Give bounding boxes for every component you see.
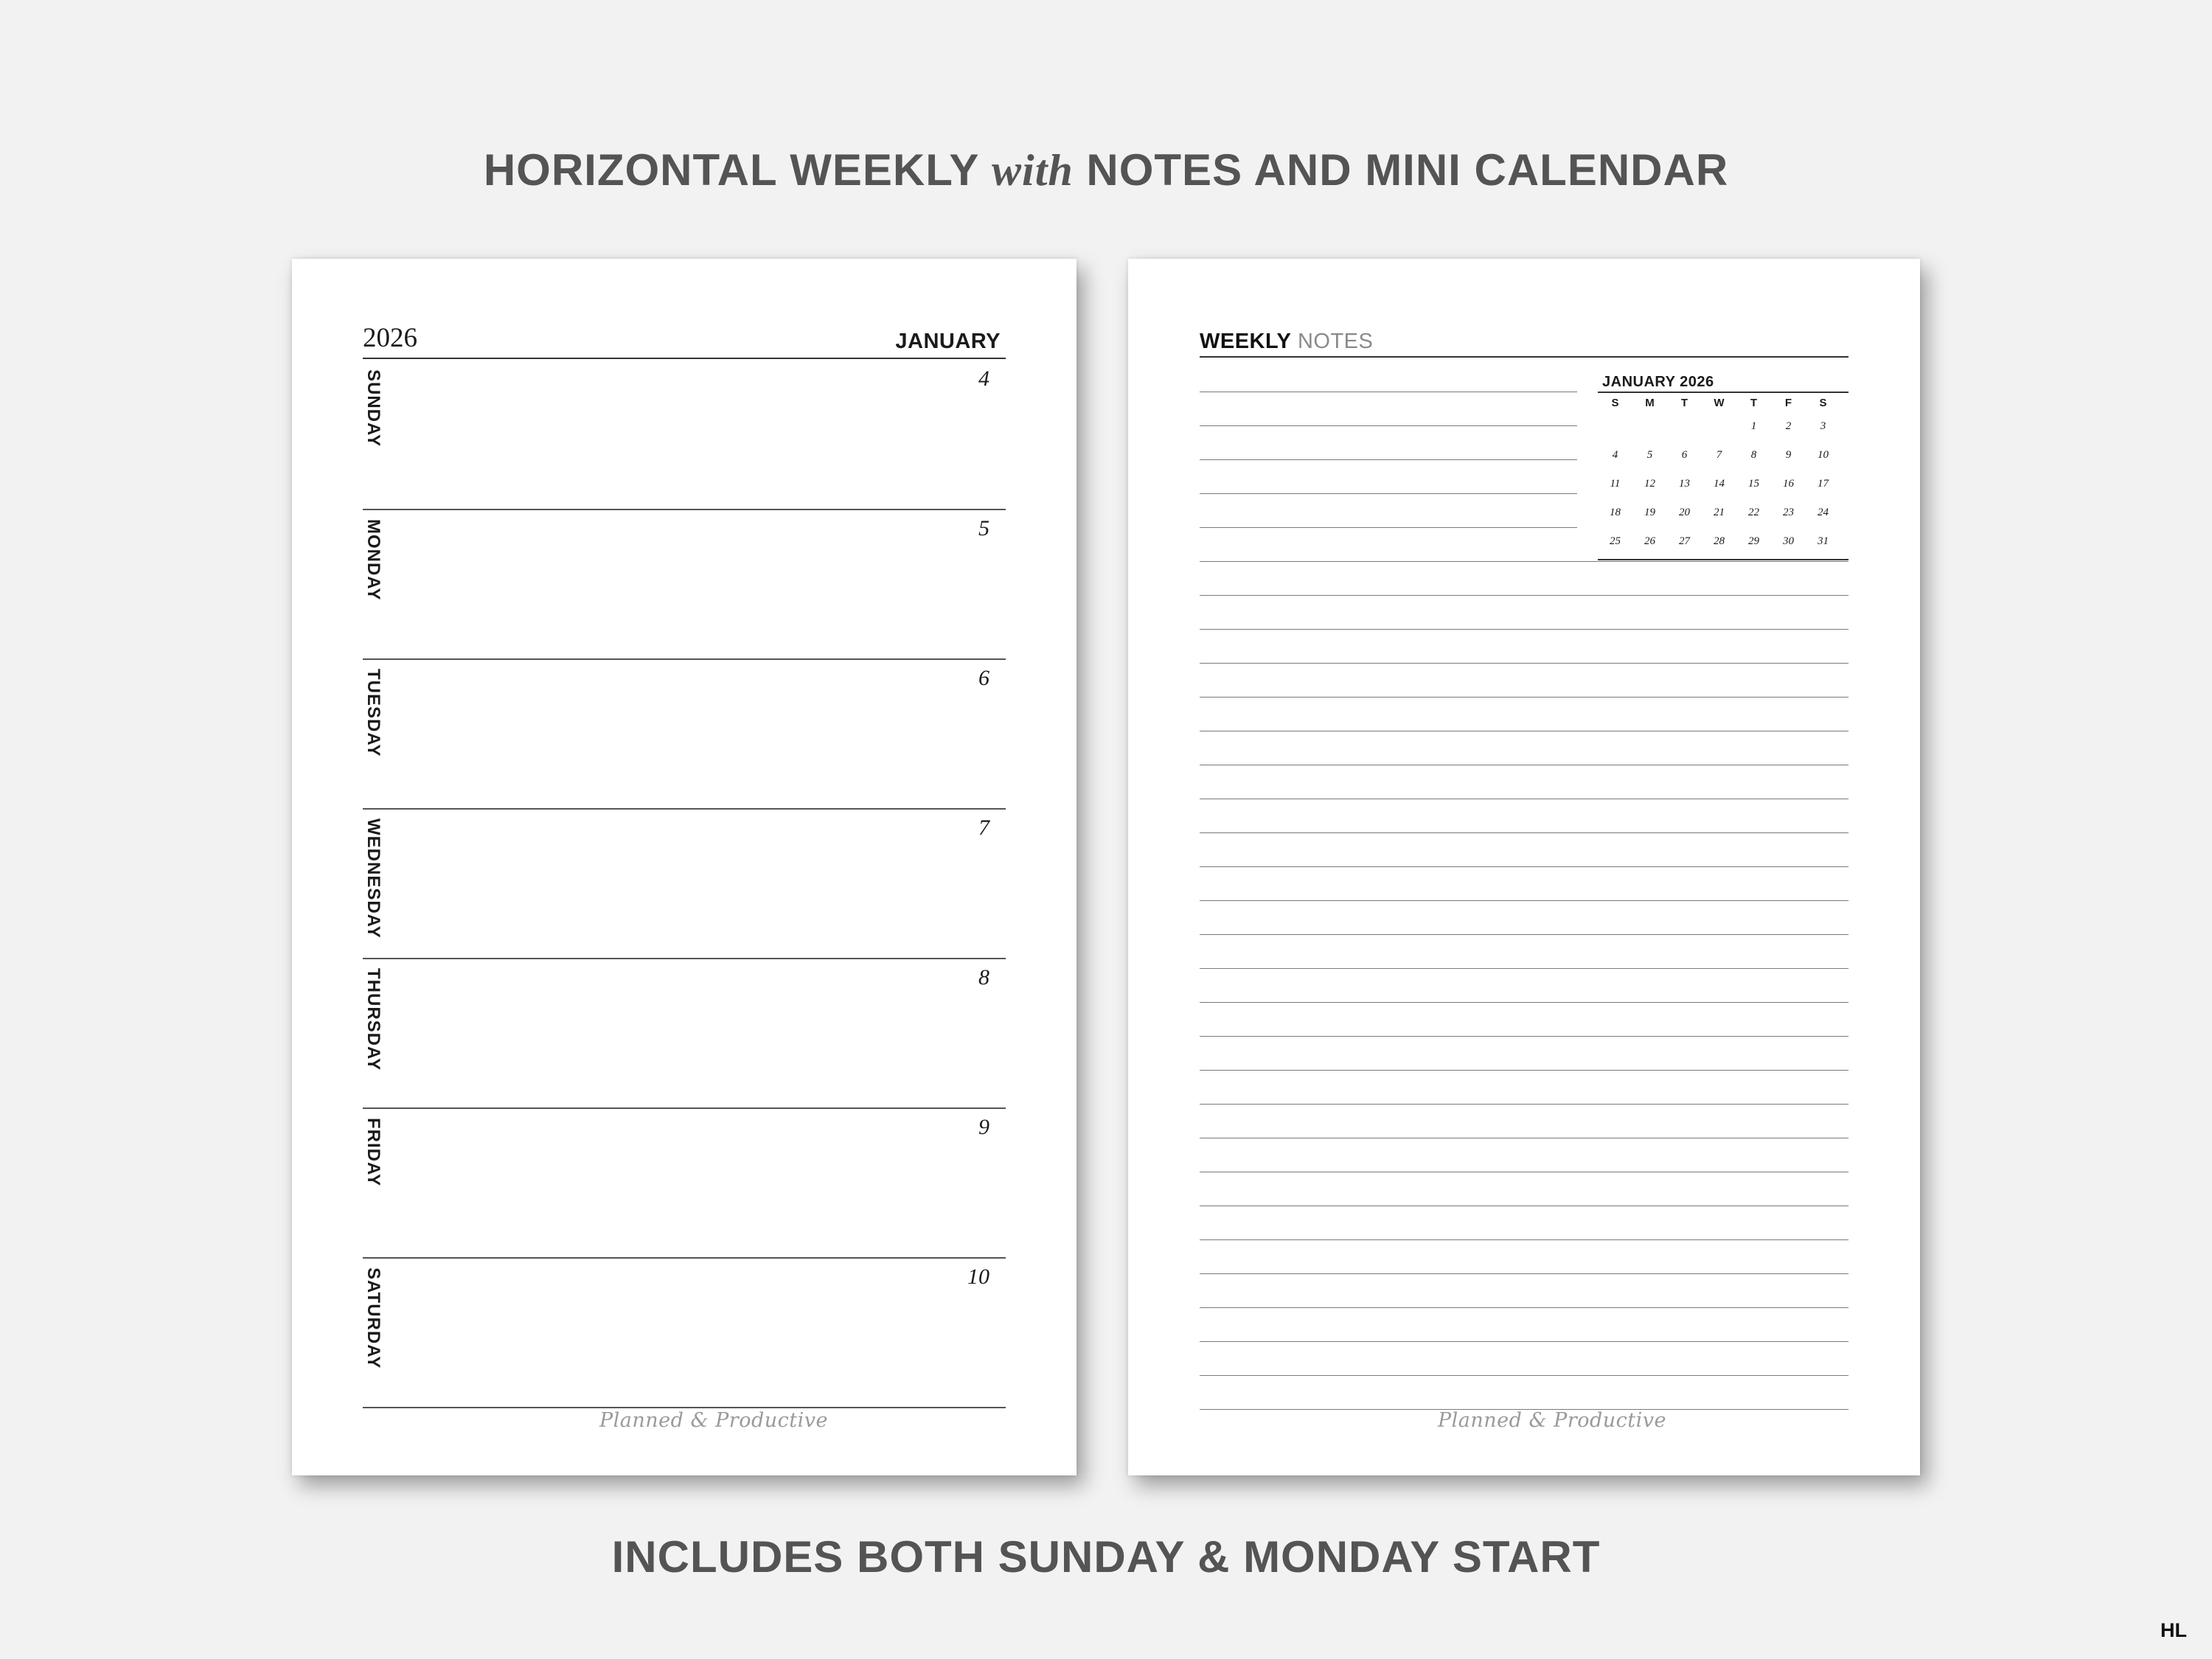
day-number: 10 xyxy=(967,1265,990,1289)
note-line xyxy=(1200,663,1848,664)
note-line xyxy=(1200,1341,1848,1342)
calendar-date: 27 xyxy=(1679,535,1690,547)
brand-logo: Planned & Productive xyxy=(599,1409,828,1432)
calendar-date: 11 xyxy=(1610,478,1621,490)
calendar-date: 30 xyxy=(1783,535,1794,547)
day-row xyxy=(363,958,1006,1109)
mini-calendar-title: JANUARY 2026 xyxy=(1602,374,1714,390)
calendar-date: 15 xyxy=(1748,478,1759,490)
day-number: 9 xyxy=(978,1115,990,1139)
footer-heading: INCLUDES BOTH SUNDAY & MONDAY START xyxy=(611,1532,1601,1582)
calendar-date: 21 xyxy=(1714,507,1725,518)
calendar-date: 17 xyxy=(1818,478,1829,490)
note-line xyxy=(1200,1036,1848,1037)
month-label: JANUARY xyxy=(895,330,1001,353)
note-line xyxy=(1200,832,1848,833)
weekday-label: F xyxy=(1784,396,1792,409)
note-line xyxy=(1200,527,1577,528)
day-name: THURSDAY xyxy=(364,968,383,1071)
calendar-date: 7 xyxy=(1716,449,1722,461)
header-rule xyxy=(1200,356,1848,358)
calendar-date: 18 xyxy=(1610,507,1621,518)
note-line xyxy=(1200,493,1577,494)
day-name: SUNDAY xyxy=(364,369,383,448)
calendar-date: 25 xyxy=(1610,535,1621,547)
page-heading xyxy=(0,145,2212,196)
day-number: 8 xyxy=(978,965,990,990)
note-line xyxy=(1200,697,1848,698)
note-line xyxy=(1200,459,1577,460)
calendar-date: 6 xyxy=(1681,449,1688,461)
note-line xyxy=(1200,629,1848,630)
calendar-date: 24 xyxy=(1818,507,1829,518)
notes-title xyxy=(1200,330,1373,354)
mini-calendar xyxy=(1598,374,1848,560)
weekday-label: M xyxy=(1645,396,1655,409)
weekday-label: T xyxy=(1680,396,1688,409)
note-line xyxy=(1200,561,1848,562)
day-name: TUESDAY xyxy=(364,669,383,757)
heading-part-2: NOTES AND MINI CALENDAR xyxy=(1073,145,1729,195)
note-line xyxy=(1200,1239,1848,1240)
calendar-date: 19 xyxy=(1644,507,1655,518)
mini-calendar-grid xyxy=(1598,412,1848,556)
calendar-week xyxy=(1598,498,1848,527)
calendar-week xyxy=(1598,441,1848,470)
day-row xyxy=(363,658,1006,810)
calendar-date: 4 xyxy=(1612,449,1618,461)
day-row xyxy=(363,808,1006,959)
weekday-label: W xyxy=(1714,396,1725,409)
day-number: 7 xyxy=(978,815,990,840)
calendar-date: 8 xyxy=(1750,449,1757,461)
calendar-date: 28 xyxy=(1714,535,1725,547)
corner-mark: HL xyxy=(2160,1619,2187,1641)
note-line xyxy=(1200,1375,1848,1376)
weekly-page xyxy=(292,259,1077,1475)
weekday-label: S xyxy=(1611,396,1619,409)
note-line xyxy=(1200,595,1848,596)
calendar-date: 20 xyxy=(1679,507,1690,518)
calendar-date: 22 xyxy=(1748,507,1759,518)
mini-calendar-weekdays xyxy=(1598,393,1848,412)
day-name: FRIDAY xyxy=(364,1118,383,1187)
note-line xyxy=(1200,1307,1848,1308)
note-line xyxy=(1200,968,1848,969)
notes-page xyxy=(1128,259,1920,1475)
calendar-date: 1 xyxy=(1750,420,1757,432)
notes-title-light: NOTES xyxy=(1297,330,1374,353)
calendar-date: 14 xyxy=(1714,478,1725,490)
day-row xyxy=(363,359,1006,510)
year-label: 2026 xyxy=(363,323,417,353)
day-row xyxy=(363,1107,1006,1259)
weekday-label: S xyxy=(1819,396,1827,409)
calendar-date: 2 xyxy=(1785,420,1792,432)
calendar-date: 26 xyxy=(1644,535,1655,547)
day-number: 6 xyxy=(978,666,990,690)
day-row xyxy=(363,1257,1006,1408)
note-line xyxy=(1200,1104,1848,1105)
note-line xyxy=(1200,866,1848,867)
calendar-date: 13 xyxy=(1679,478,1690,490)
calendar-date: 12 xyxy=(1644,478,1655,490)
day-number: 5 xyxy=(978,516,990,540)
note-line xyxy=(1200,934,1848,935)
day-name: SATURDAY xyxy=(364,1267,383,1369)
calendar-date: 10 xyxy=(1818,449,1829,461)
mini-calendar-bottom-rule xyxy=(1598,559,1848,560)
notes-title-bold: WEEKLY xyxy=(1200,330,1292,353)
calendar-week xyxy=(1598,470,1848,498)
day-name: MONDAY xyxy=(364,519,383,601)
calendar-date: 29 xyxy=(1748,535,1759,547)
day-row xyxy=(363,509,1006,660)
calendar-date: 23 xyxy=(1783,507,1794,518)
heading-accent: with xyxy=(992,146,1074,195)
note-line xyxy=(1200,425,1577,426)
calendar-date: 16 xyxy=(1783,478,1794,490)
heading-part-1: HORIZONTAL WEEKLY xyxy=(483,145,992,195)
calendar-date: 3 xyxy=(1820,420,1826,432)
calendar-date: 5 xyxy=(1646,449,1653,461)
calendar-week xyxy=(1598,527,1848,556)
brand-logo: Planned & Productive xyxy=(1438,1409,1666,1432)
note-line xyxy=(1200,1273,1848,1274)
day-number: 4 xyxy=(978,366,990,391)
calendar-date: 9 xyxy=(1785,449,1792,461)
calendar-week xyxy=(1598,412,1848,441)
note-line xyxy=(1200,1070,1848,1071)
note-line xyxy=(1200,1002,1848,1003)
note-line xyxy=(1200,900,1848,901)
day-name: WEDNESDAY xyxy=(364,818,383,939)
calendar-date: 31 xyxy=(1818,535,1829,547)
weekday-label: T xyxy=(1750,396,1758,409)
